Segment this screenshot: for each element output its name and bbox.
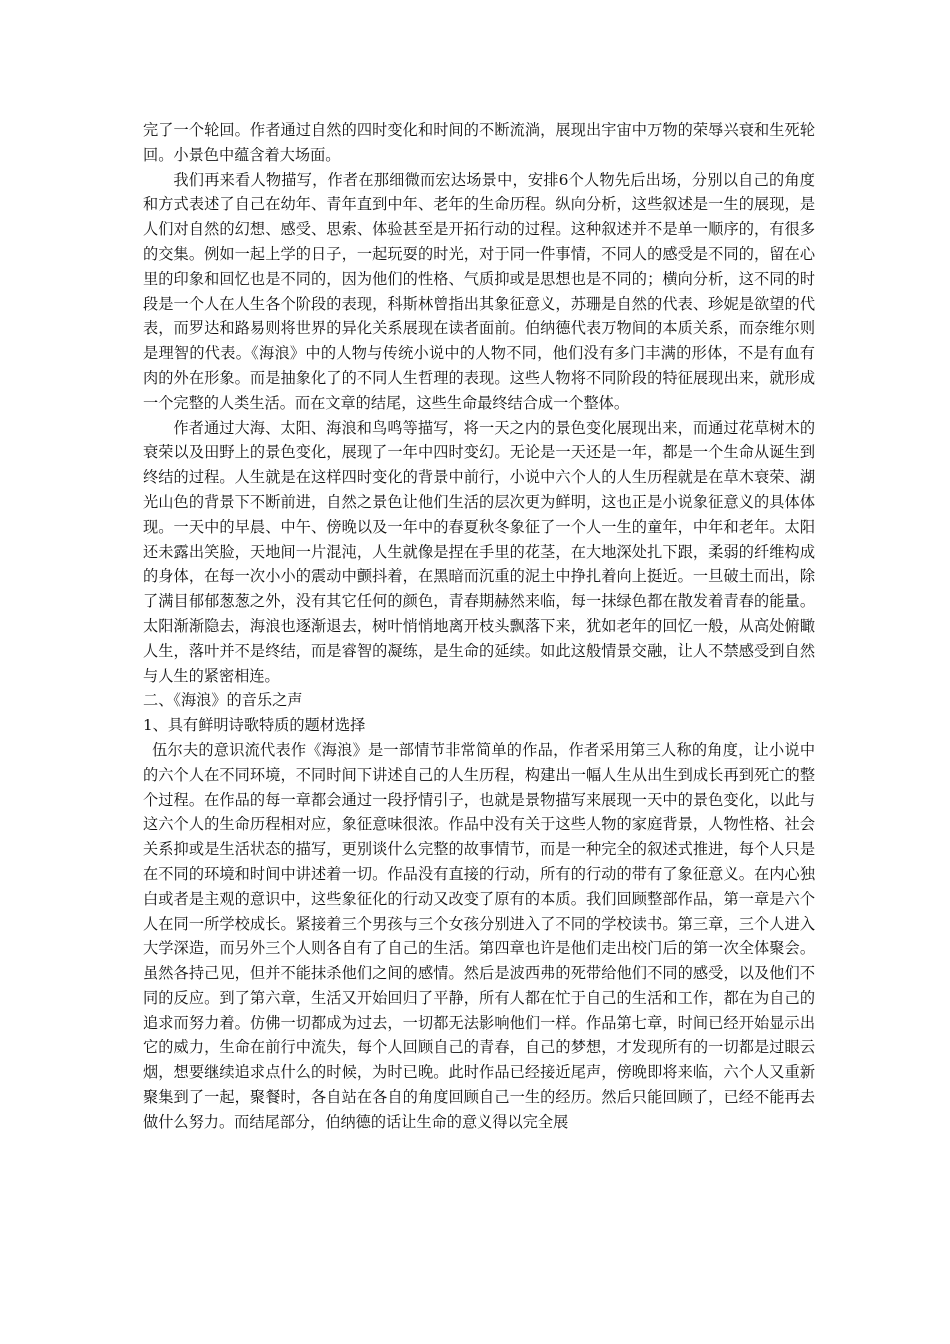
- paragraph-continuation: 完了一个轮回。作者通过自然的四时变化和时间的不断流淌，展现出宇宙中万物的荣辱兴衰和生死轮回。小景色中蕴含着大场面。: [143, 121, 815, 164]
- paragraph-nature-and-life: 作者通过大海、太阳、海浪和鸟鸣等描写，将一天之内的景色变化展现出来，而通过花草树木的衰荣以及田野上的景色变化，展现了一年中四时变幻。无论是一天还是一年，都是一个生命从诞生到终结的过程。人生就是在这样四时变化的背景中前行，小说中六个人的人生历程就是在草木衰荣、湖光山色的背景下不断前进，自然之景色让他们生活的层次更为鲜明，这也正是小说象征意义的具体体现。一天中的早晨、中午、傍晚以及一年中的春夏秋冬象征了一个人一生的童年，中年和老年。太阳还未露出笑脸，天地间一片混沌，人生就像是捏在手里的花茎，在大地深处扎下跟，柔弱的纤维构成的身体，在每一次小小的震动中颤抖着，在黑暗而沉重的泥土中挣扎着向上挺近。一旦破土而出，除了满目郁郁葱葱之外，没有其它任何的颜色，青春期赫然来临，每一抹绿色都在散发着青春的能量。太阳渐渐隐去，海浪也逐渐退去，树叶悄悄地离开枝头飘落下来，犹如老年的回忆一般，从高处俯瞰人生，落叶并不是终结，而是睿智的凝练，是生命的延续。如此这般情景交融，让人不禁感受到自然与人生的紧密相连。: [143, 418, 815, 685]
- paragraph-woolf-waves: 伍尔夫的意识流代表作《海浪》是一部情节非常简单的作品，作者采用第三人称的角度，让小说中的六个人在不同环境，不同时间下讲述自己的人生历程，构建出一幅人生从出生到成长再到死亡的整个过程。在作品的每一章都会通过一段抒情引子，也就是景物描写来展现一天中的景色变化，以此与这六个人的生命历程相对应，象征意味很浓。作品中没有关于这些人物的家庭背景，人物性格、社会关系抑或是生活状态的描写，更别谈什么完整的故事情节，而是一种完全的叙述式推进，每个人只是在不同的环境和时间中讲述着一切。作品没有直接的行动，所有的行动的带有了象征意义。在内心独白或者是主观的意识中，这些象征化的行动又改变了原有的本质。我们回顾整部作品，第一章是六个人在同一所学校成长。紧接着三个男孩与三个女孩分别进入了不同的学校读书。第三章，三个人进入大学深造，而另外三个人则各自有了自己的生活。第四章也许是他们走出校门后的第一次全体聚会。虽然各持己见，但并不能抹杀他们之间的感情。然后是波西弗的死带给他们不同的感受，以及他们不同的反应。到了第六章，生活又开始回归了平静，所有人都在忙于自己的生活和工作，都在为自己的追求而努力着。仿佛一切都成为过去，一切都无法影响他们一样。作品第七章，时间已经开始显示出它的威力，生命在前行中流失，每个人回顾自己的青春，自己的梦想，才发现所有的一切都是过眼云烟，想要继续追求点什么的时候，为时已晚。此时作品已经接近尾声，傍晚即将来临，六个人又重新聚集到了一起，聚餐时，各自站在各自的角度回顾自己一生的经历。然后只能回顾了，已经不能再去做什么努力。而结尾部分，伯纳德的话让生命的意义得以完全展: [143, 740, 815, 1131]
- section-heading: 二、《海浪》的音乐之声: [143, 691, 303, 710]
- paragraph-character-analysis: 我们再来看人物描写，作者在那细微而宏达场景中，安排6个人物先后出场，分别以自己的角度和方式表述了自己在幼年、青年直到中年、老年的生命历程。纵向分析，这些叙述是一生的展现，是人们对自然的幻想、感受、思索、体验甚至是开拓行动的过程。这种叙述并不是单一顺序的，有很多的交集。例如一起上学的日子，一起玩耍的时光，对于同一件事情，不同人的感受是不同的，留在心里的印象和回忆也是不同的，因为他们的性格、气质抑或是思想也是不同的；横向分析，这不同的时段是一个人在人生各个阶段的表现，科斯林曾指出其象征意义，苏珊是自然的代表、珍妮是欲望的代表，而罗达和路易则将世界的异化关系展现在读者面前。伯纳德代表万物间的本质关系，而奈维尔则是理智的代表。《海浪》中的人物与传统小说中的人物不同，他们没有多门丰满的形体，不是有血有肉的外在形象。而是抽象化了的不同人生哲理的表现。这些人物将不同阶段的特征展现出来，就形成一个完整的人类生活。而在文章的结尾，这些生命最终结合成一个整体。: [143, 170, 815, 412]
- document-page: [143, 118, 815, 1135]
- subsection-heading: 1、具有鲜明诗歌特质的题材选择: [143, 716, 366, 735]
